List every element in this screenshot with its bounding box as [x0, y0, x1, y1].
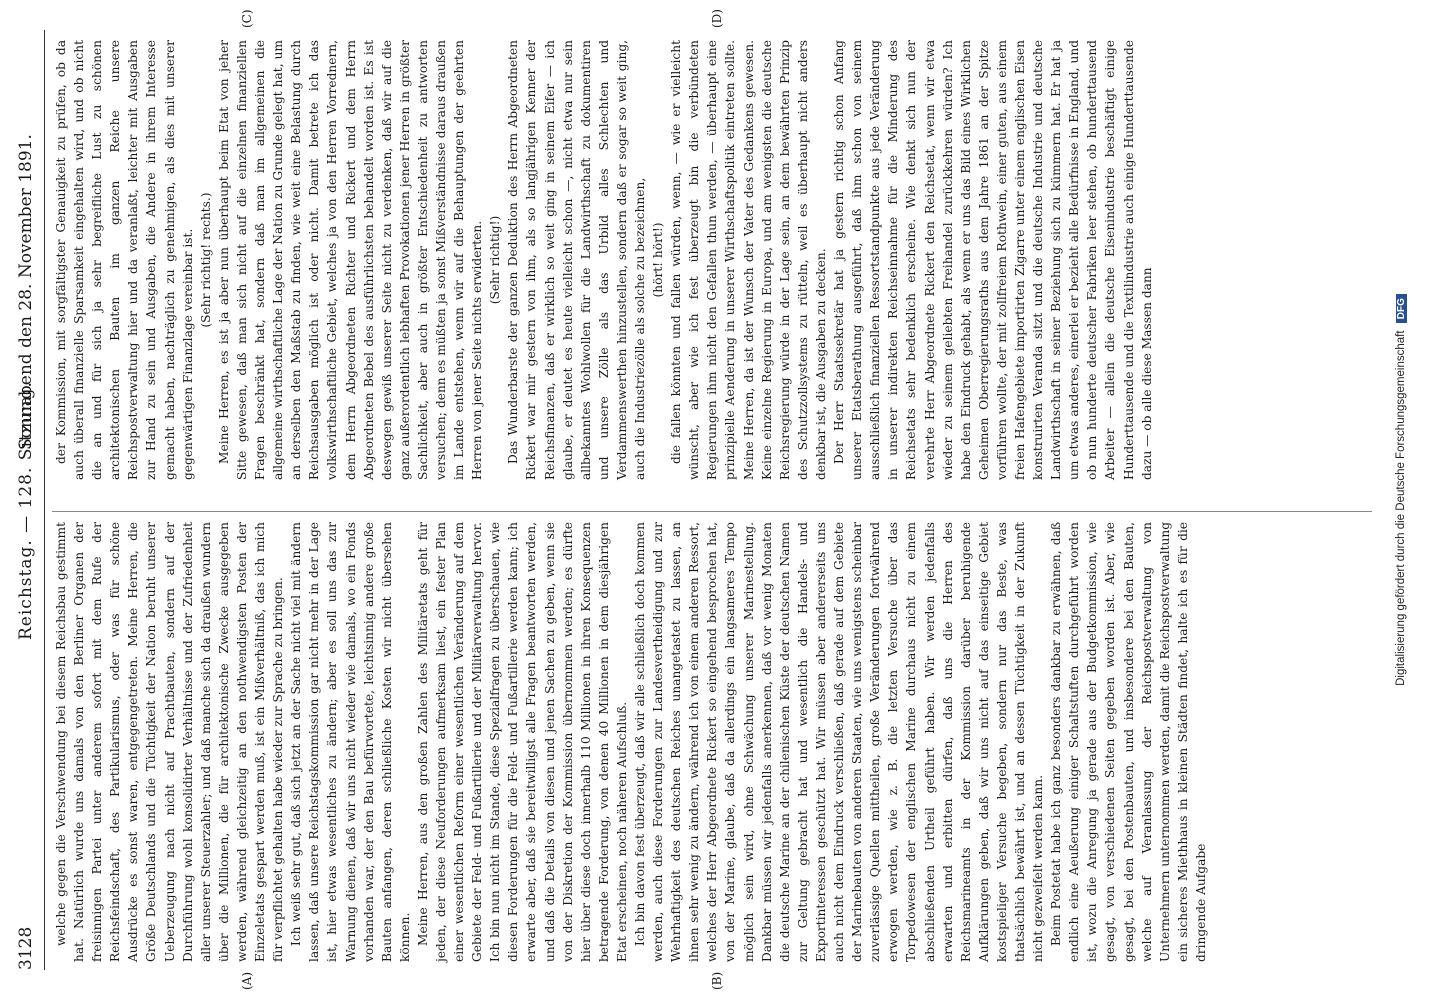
page-number: 3128: [16, 926, 36, 970]
paragraph: Der Herr Staatssekretär hat ja gestern richtig schon Anfang unserer Etatsberathung ausgeführt, daß ihm schon von seinem ausschließlich finanziellen Ressortstandpunkte aus jede Veränderung in unserer indirekten Reichseinnahme für die Minderung des Reichsetats sehr bedenklich erscheine. Wie denkt sich nun der verehrte Herr Abgeordnete Rickert den Reichsetat, wenn wir etwa wieder zu seinem geliebten Freihandel zurückkehren würden? Ich habe den Eindruck gehabt, als wenn er uns das Bild eines Wirklichen Geheimen Oberregierungsraths aus dem Jahre 1861 an der Spitze vorführen wollte, der mit zollfreiem Rothwein, einer guten, aus einem freien Hafengebiete importirten Zigarre unter einem englischen Eisen konstruirten Veranda sitzt und die deutsche Industrie und deutsche Landwirthschaft in seiner Beziehung sich zu kümmern hat. Er hat ja um etwas anderes, einerlei er bezieht alle Bedürfnisse in England, und ob nun hunderte deutscher Fabriken leer stehen, ob hunderttausend Arbeiter — allein die deutsche Eisenindustrie beschäftigt einige Hunderttausende und die Textilindustrie auch einige Hunderttausende dazu — ob alle diese Massen dann: [832, 40, 1154, 480]
session-date: Sonnabend den 28. November 1891.: [16, 134, 36, 450]
digitization-credit: [1395, 40, 1407, 940]
margin-letter-b: (B): [710, 971, 724, 990]
paragraph: welche gegen die Verschwendung bei diesem Reichsbau gestimmt hat. Natürlich wurde uns damals von den Berliner Organen der freisinnigen Partei unter anderem sofort mit dem Rufe der Reichsfeindschaft, des Partikularismus, oder was für schöne Ausdrücke es sonst waren, entgegengetreten. Meine Herren, die Größe Deutschlands und die Tüchtigkeit der Nation beruht unserer Ueberzeugung nach nicht auf Prachtbauten, sondern auf der Durchführung wohl konsolidirter Verhältnisse und der Zufriedenheit aller unserer Steuerzahler; und daß manche sich da draußen wundern über die Millionen, die für architektonische Zwecke ausgegeben werden, während gleichzeitig an den nothwendigsten Posten der Einzeletats gespart werden muß, ist ein Mißverhältniß, das ich mich für verpflichtet gehalten habe wieder zur Sprache zu bringen.: [54, 522, 286, 962]
margin-letter-d: (D): [710, 9, 724, 28]
header-rule: [44, 30, 45, 970]
paragraph: Ich weiß sehr gut, daß sich jetzt an der Sache nicht viel mit ändern lassen, daß unsere Reichstagskommission gar nicht mehr in der Lage ist, hier etwas wesentliches zu ändern; aber es soll uns das zur Warnung dienen, daß wir uns nicht wieder wie damals, wo ein Fonds vorhanden war, der den Bau befürwortete, leichtsinnig andere große Bauten anfangen, deren schließliche Kosten wir nicht übersehen können.: [289, 522, 412, 962]
interjection: (hört! hört!): [651, 222, 666, 298]
session-title: Reichstag. — 128. Sitzung.: [16, 381, 36, 640]
margin-letter-a: (A): [240, 971, 254, 990]
paragraph: der Kommission, mit sorgfältigster Genauigkeit zu prüfen, ob da auch überall finanzielle Sparsamkeit eingehalten wird, und ob nicht die an und für sich ja sehr begreifliche Lust zu schönen architektonischen Bauten im ganzen Reiche unsere Reichspostverwaltung hier und da veranlaßt, leichter mit Ausgaben zur Hand zu sein und Ausgaben, die Andere in ihrem Interesse gemacht haben, nachträglich zu genehmigen, als dies mit unserer gegenwärtigen Finanzlage vereinbar ist.: [54, 40, 195, 480]
credit-text: Digitalisierung gefördert durch die Deutsche Forschungsgemeinschaft: [1395, 330, 1407, 686]
interjection: (Sehr richtig! rechts.): [198, 192, 213, 328]
margin-letter-c: (C): [240, 9, 254, 28]
right-column: [52, 40, 1156, 480]
dfg-logo: DFG: [1396, 294, 1407, 323]
paragraph: die fallen könnten und fallen würden, wenn, — wie er vielleicht wünscht, aber wie ich fest überzeugt bin die verbündeten Regierungen ihm nicht den Gefallen thun werden, — überhaupt eine prinzipielle Aenderung in unserer Wirthschaftspolitik eintreten sollte. Meine Herren, da ist der Wunsch der Vater des Gedankens gewesen. Keine einzelne Regierung in Europa, und am wenigsten die deutsche Reichsregierung würde in der Lage sein, an dem bewährten Prinzip des Schutzzollsystems zu rütteln, weil es überhaupt nicht anders denkbar ist, die Ausgaben zu decken.: [669, 40, 828, 480]
paragraph: Ich bin davon fest überzeugt, daß wir alle schließlich doch kommen werden, auch diese Forderungen zur Landesvertheidigung und zur Wehrhaftigkeit des deutschen Reiches unangetastet zu lassen, an ihnen sehr wenig zu ändern, während ich von einem anderen Ressort, welches der Herr Abgeordnete Rickert so eingehend besprochen hat, von der Marine, glaube, daß da allerdings ein langsameres Tempo möglich sein wird, ohne Schwächung unserer Marinestellung. Dankbar müssen wir jedenfalls anerkennen, daß vor wenig Monaten die deutsche Marine an der chilenischen Küste der deutschen Namen zur Geltung gebracht hat und wesentlich die Handels- und Exportinteressen geschützt hat. Wir müssen aber andererseits uns auch nicht dem Eindruck verschließen, daß gerade auf dem Gebiete der Marinebauten von anderen Staaten, wie uns wenigstens scheinbar zuverlässige Quellen mittheilen, große Veränderungen fortwährend erwogen werden, wie z. B. die letzten Versuche über das Torpedowesen der englischen Marine durchaus nicht zu einem abschließenden Urtheil geführt haben. Wir werden jedenfalls erwarten und erbitten dürfen, daß uns die Herren des Reichsmarineamts in der Kommission darüber beruhigende Aufklärungen geben, daß wir uns nicht auf das einseitige Gebiet kostspieliger Versuche begeben, sondern nur das Beste, was thatsächlich bewährt ist, und an dessen Tüchtigkeit in der Zukunft nicht gezweifelt werden kann.: [633, 522, 1046, 962]
left-column: [52, 522, 1210, 962]
page-header: [8, 30, 48, 970]
paragraph: Beim Postetat habe ich ganz besonders dankbar zu erwähnen, daß endlich eine Aeußerung einiger Schaltstuften durchgeführt worden ist, wozu die Anregung ja gerade aus der Budgetkommission, wie gesagt, von verschiedenen Seiten gegeben worden ist. Aber, wie gesagt, bei den Postenbauten, und insbesondere bei den Bauten, welche auf Veranlassung der Reichspostverwaltung von Unternehmern unternommen werden, damit die Reichspostverwaltung ein sicheres Miethhaus in kleinen Städten findet, halte ich es für die dringende Aufgabe: [1049, 522, 1208, 962]
paragraph: Das Wunderbarste der ganzen Deduktion des Herrn Abgeordneten Rickert war mir gestern von ihm, als so langjährigen Kenner der Reichsfinanzen, daß er wirklich so weit ging in seinem Eifer — ich glaube, er deutet es heute vielleicht schon —, nicht etwa nur sein allbekanntes Wohlwollen für die Landwirthschaft zu dokumentiren und unsere Zölle als das Urbild alles Schlechten und Verdammenswerthen hinzustellen, sondern daß er sogar so weit ging, auch die Industriezölle als solche zu bezeichnen,: [506, 40, 647, 480]
column-divider: [52, 511, 1372, 512]
paragraph: Meine Herren, es ist ja aber nun überhaupt beim Etat von jeher Sitte gewesen, daß man sich nicht auf die einzelnen finanziellen Fragen beschränkt hat, sondern daß man im allgemeinen die allgemeine wirthschaftliche Lage der Nation zu Grunde gelegt hat, um an derselben den Maßstab zu finden, wie weit eine Belastung durch Reichsausgaben möglich ist oder nicht. Damit betrete ich das volkswirthschaftliche Gebiet, welches ja von den Herren Vorrednern, dem Herrn Abgeordneten Richter und Rickert und dem Herrn Abgeordneten Bebel des ausführlichsten behandelt worden ist. Es ist deswegen gewiß unserer Seite nicht zu verdenken, daß wir auf die ganz außerordentlich lebhaften Provokationen jener Herren in größter Sachlichkeit, aber auch in größter Entschiedenheit zu antworten versuchen; denn es müßten ja sonst Mißverständnisse daraus draußen im Lande entstehen, wenn wir auf die Behauptungen der geehrten Herren von jener Seite nichts erwiderten.: [216, 40, 485, 480]
interjection: (Sehr richtig!): [488, 215, 503, 305]
paragraph: Meine Herren, aus den großen Zahlen des Militäretats geht für jeden, der diese Neuforderungen aufmerksam liest, ein fester Plan einer wesentlichen Reform einer wesentlichen Veränderung auf dem Gebiete der Feld- und Fußartillerie und der Militärverwaltung hervor. Ich bin nun nicht im Stande, diese Spezialfragen zu überschauen, wie diesen Forderungen für die Feld- und Fußartillerie werden kann; ich erwarte aber, daß sie bereitwilligst alle Fragen beantworten werden, und daß die Details von diesen und jenen Sachen zu geben, wenn sie von der Diskretion der Kommission übernommen werden; es dürfte hier über diese doch innerhalb 110 Millionen in ihren Konsequenzen betragende Forderung, von denen 40 Millionen in dem diesjährigen Etat erscheinen, noch näheren Aufschluß.: [415, 522, 629, 962]
